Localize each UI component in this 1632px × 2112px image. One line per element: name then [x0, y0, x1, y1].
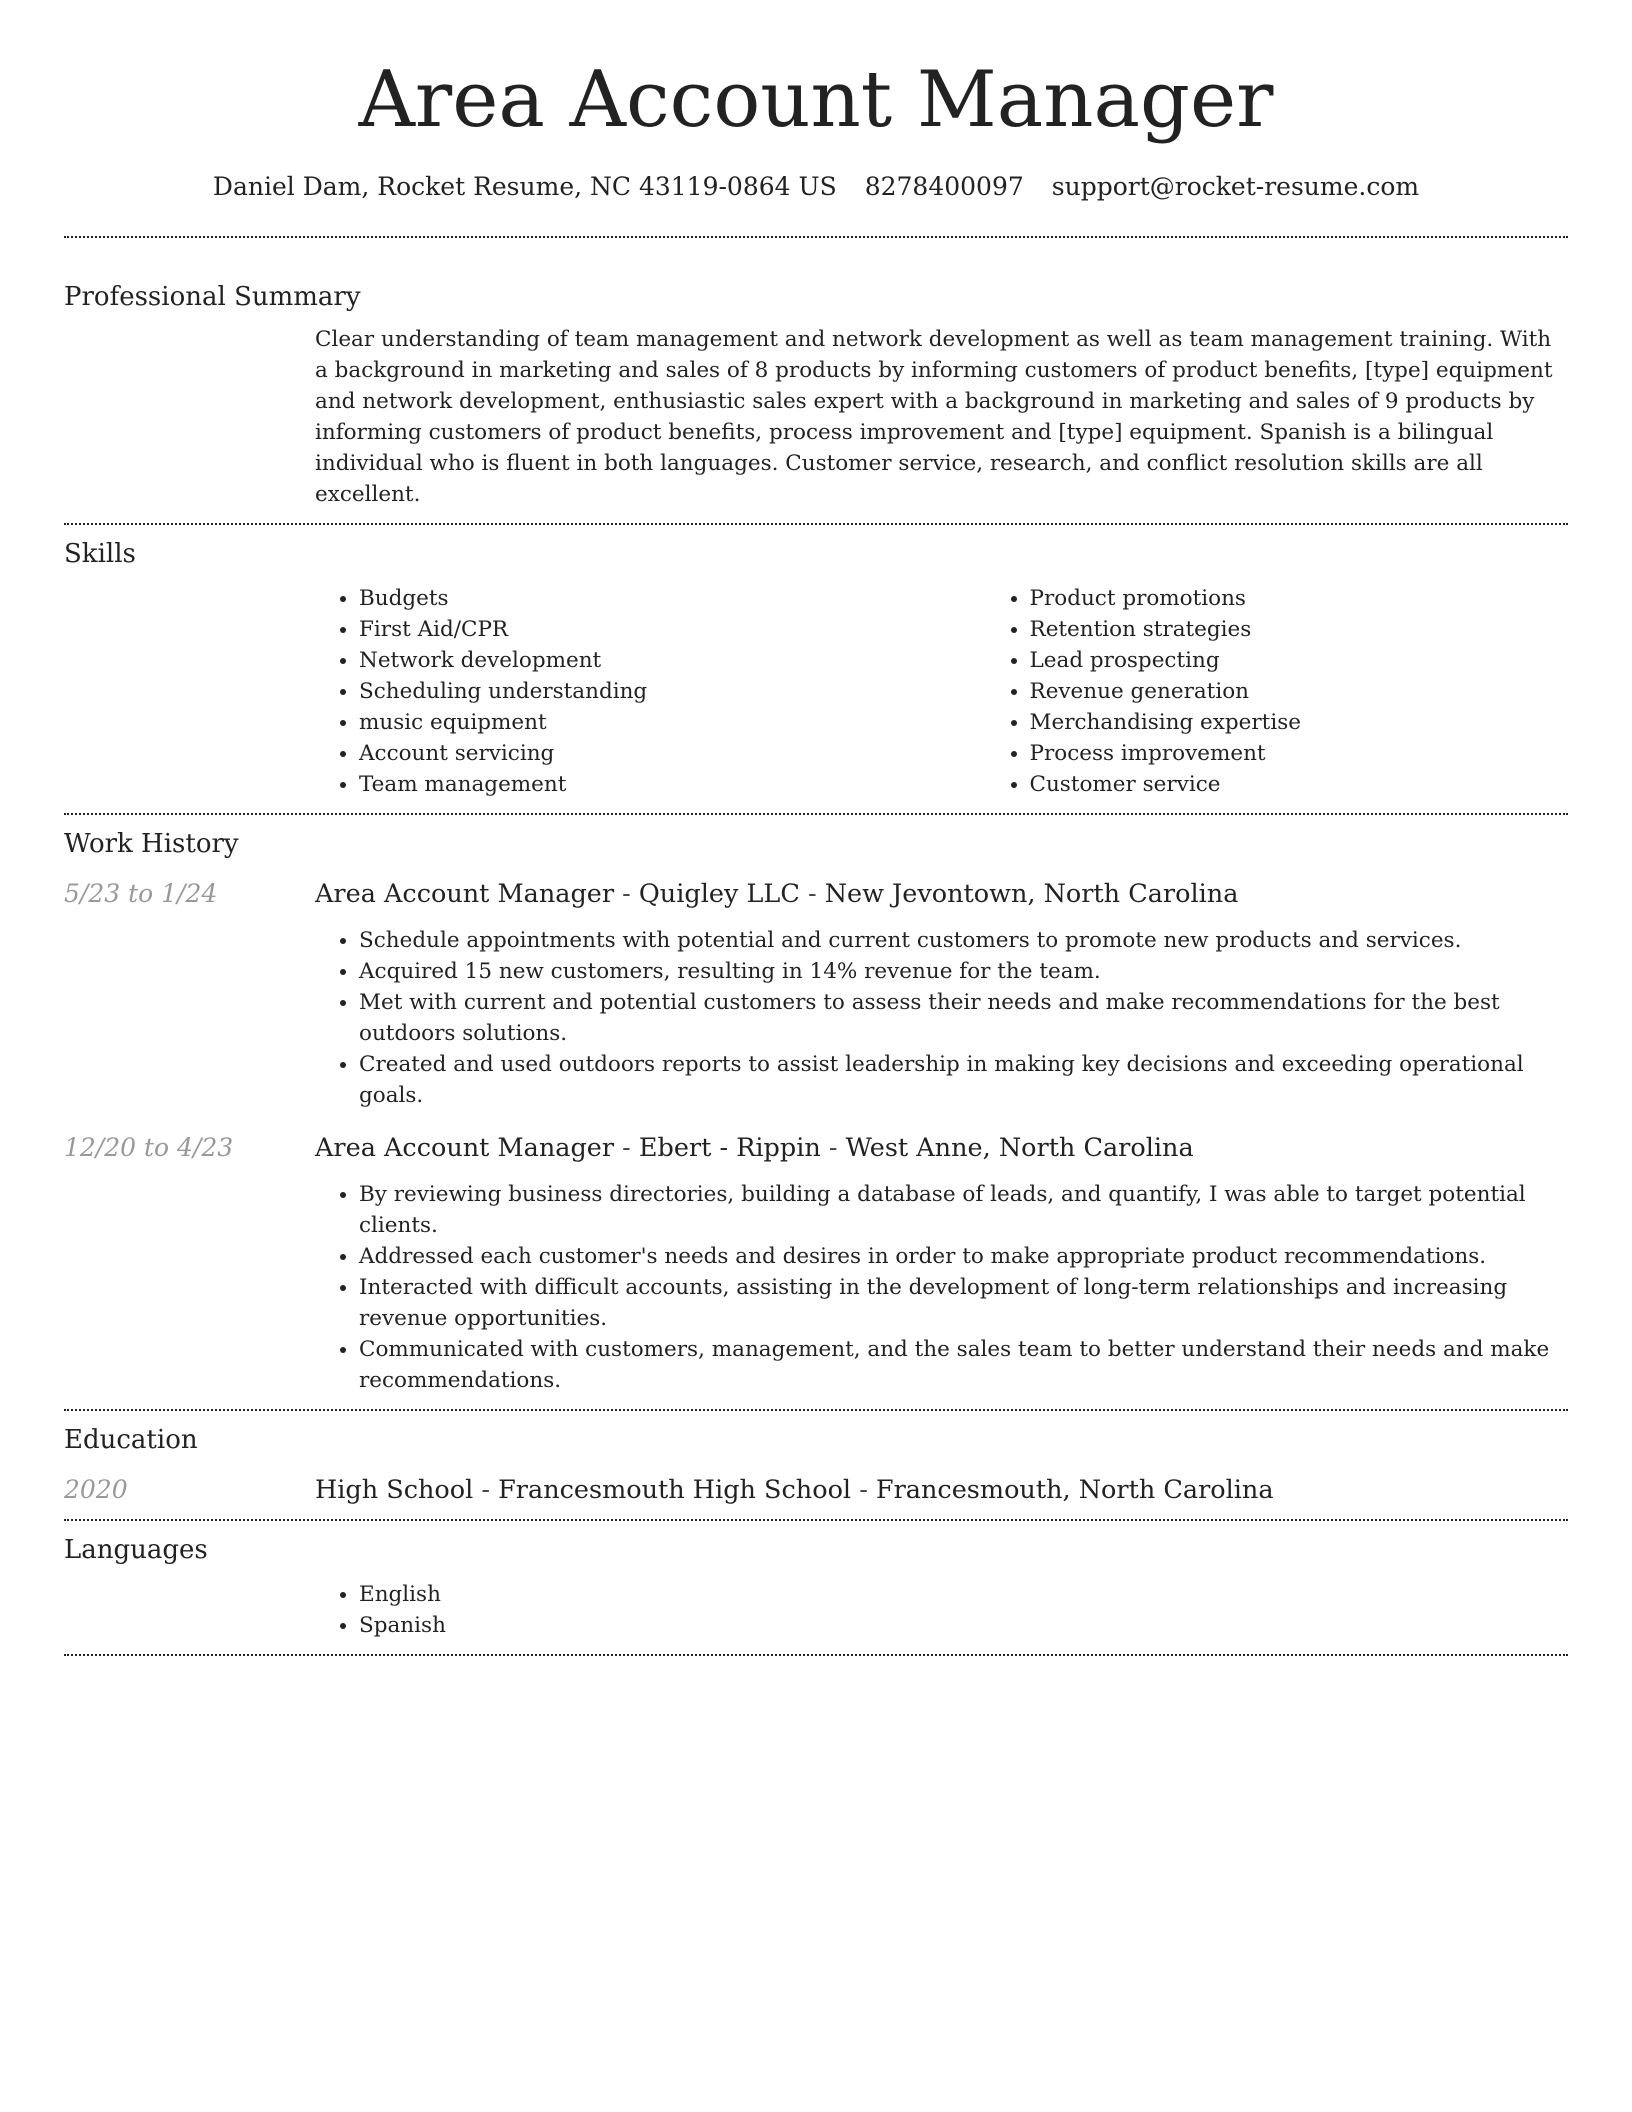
skill-item: • Retention strategies	[1030, 614, 1632, 645]
education-location: Francesmouth, North Carolina	[875, 1475, 1274, 1505]
language-item: • English	[359, 1579, 1568, 1610]
job-bullet: • By reviewing business directories, building a database of leads, and quantify, I was able to target potential clients.	[359, 1179, 1568, 1241]
skills-list-left	[315, 583, 986, 800]
job-title: Area Account Manager	[315, 1133, 615, 1163]
job-bullet: • Communicated with customers, management, and the sales team to better understand their needs and make recommendations.	[359, 1334, 1568, 1396]
job-header-row	[64, 877, 1568, 1111]
education-entry	[64, 1473, 1568, 1507]
skill-item: • Merchandising expertise	[1030, 707, 1632, 738]
education-section	[64, 1411, 1568, 1519]
job-bullets	[315, 925, 1568, 1111]
skill-item: • music equipment	[359, 707, 986, 738]
contact-phone: 8278400097	[864, 172, 1024, 201]
languages-heading: Languages	[64, 1535, 208, 1565]
skills-grid	[315, 583, 1568, 800]
title-separator: -	[614, 879, 639, 909]
skill-item: • Account servicing	[359, 738, 986, 769]
skill-item: • Team management	[359, 769, 986, 800]
contact-email: support@rocket-resume.com	[1051, 172, 1420, 201]
education-list	[64, 1473, 1568, 1507]
summary-section	[64, 238, 1568, 523]
skill-item: • Revenue generation	[1030, 676, 1632, 707]
skill-item: • Product promotions	[1030, 583, 1632, 614]
job-location: New Jevontown, North Carolina	[824, 879, 1239, 909]
contact-line	[64, 170, 1568, 204]
resume-header	[64, 0, 1568, 204]
title-separator: -	[799, 879, 825, 909]
skill-item: • Lead prospecting	[1030, 645, 1632, 676]
contact-address: Daniel Dam, Rocket Resume, NC 43119-0864 US	[212, 172, 837, 201]
section-divider	[64, 1654, 1568, 1656]
job-entry	[64, 1131, 1568, 1396]
resume-title: Area Account Manager	[358, 55, 1274, 145]
job-title-line	[315, 1131, 1568, 1165]
skills-section	[64, 525, 1568, 813]
skills-list-right	[986, 583, 1632, 800]
job-bullet: • Acquired 15 new customers, resulting in 14% revenue for the team.	[359, 956, 1568, 987]
languages-list	[315, 1579, 1568, 1641]
job-title-line	[315, 877, 1568, 911]
languages-section	[64, 1521, 1568, 1654]
job-company: Ebert - Rippin	[638, 1133, 821, 1163]
job-bullet: • Created and used outdoors reports to assist leadership in making key decisions and exceeding operational goals.	[359, 1049, 1568, 1111]
jobs-list	[64, 877, 1568, 1396]
job-bullet: • Schedule appointments with potential and current customers to promote new products and services.	[359, 925, 1568, 956]
title-separator: -	[820, 1133, 846, 1163]
job-title: Area Account Manager	[315, 879, 615, 909]
title-separator: -	[614, 1133, 639, 1163]
education-heading: Education	[64, 1425, 198, 1455]
job-bullet: • Met with current and potential customers to assess their needs and make recommendations for the best outdoors solutions.	[359, 987, 1568, 1049]
job-entry	[64, 877, 1568, 1111]
job-body	[315, 1131, 1568, 1396]
work-section	[64, 815, 1568, 1409]
education-degree: High School	[315, 1475, 474, 1505]
job-bullet: • Addressed each customer's needs and desires in order to make appropriate product recommendations.	[359, 1241, 1568, 1272]
education-year: 2020	[64, 1475, 128, 1504]
job-dates: 12/20 to 4/23	[64, 1133, 234, 1162]
skill-item: • Customer service	[1030, 769, 1632, 800]
job-bullet: • Interacted with difficult accounts, assisting in the development of long-term relationships and increasing revenue opportunities.	[359, 1272, 1568, 1334]
skill-item: • Network development	[359, 645, 986, 676]
work-heading: Work History	[64, 829, 239, 859]
education-school: Francesmouth High School	[498, 1475, 852, 1505]
job-dates: 5/23 to 1/24	[64, 879, 218, 908]
job-location: West Anne, North Carolina	[845, 1133, 1194, 1163]
skill-item: • Budgets	[359, 583, 986, 614]
language-item: • Spanish	[359, 1610, 1568, 1641]
skill-item: • Process improvement	[1030, 738, 1632, 769]
title-separator: -	[851, 1475, 876, 1505]
job-bullets	[315, 1179, 1568, 1396]
summary-text: Clear understanding of team management and network development as well as team management training. With a background in marketing and sales of 8 products by informing customers of product benefits, [type] equipment and network development, enthusiastic sales expert with a background in marketing and sales of 9 products by informing customers of product benefits, process improvement and [type] equipment. Spanish is a bilingual individual who is fluent in both languages. Customer service, research, and conflict resolution skills are all excellent.	[315, 327, 1553, 507]
job-company: Quigley LLC	[638, 879, 800, 909]
job-body	[315, 877, 1568, 1111]
skill-item: • First Aid/CPR	[359, 614, 986, 645]
education-body	[315, 1473, 1568, 1507]
title-separator: -	[473, 1475, 499, 1505]
summary-heading: Professional Summary	[64, 282, 361, 312]
job-header-row	[64, 1131, 1568, 1396]
skills-heading: Skills	[64, 539, 136, 569]
skill-item: • Scheduling understanding	[359, 676, 986, 707]
education-line	[315, 1473, 1568, 1507]
